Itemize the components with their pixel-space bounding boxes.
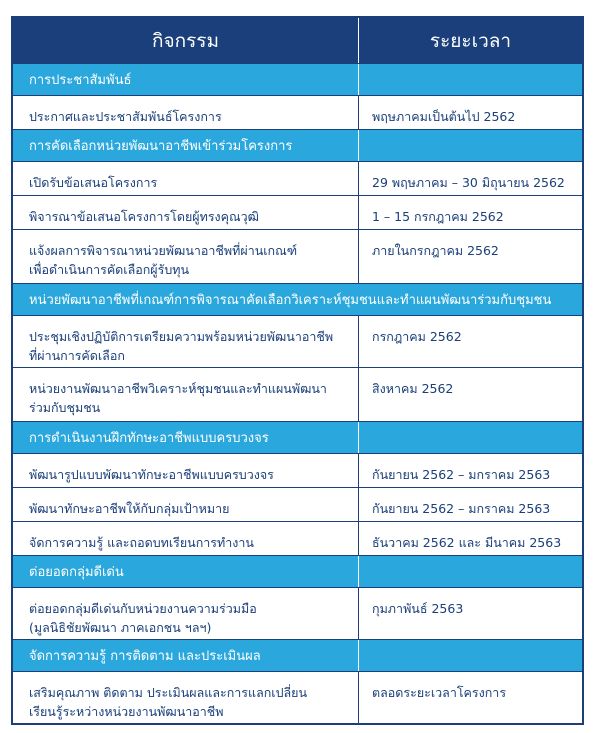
activity-cell: พัฒนารูปแบบพัฒนาทักษะอาชีพแบบครบวงจร [13,454,359,487]
table-row [13,161,582,195]
activity-cell: พัฒนาทักษะอาชีพให้กับกลุ่มเป้าหมาย [13,488,359,521]
table-row [13,453,582,487]
table-row [13,487,582,521]
section-header [13,129,582,161]
activity-line: แจ้งผลการพิจารณาหน่วยพัฒนาอาชีพที่ผ่านเกณฑ์ [29,243,298,258]
table-row [13,229,582,283]
activity-line: ร่วมกับชุมชน [29,400,101,415]
period-cell: พฤษภาคมเป็นต้นไป 2562 [372,109,516,124]
activity-cell: จัดการความรู้ และถอดบทเรียนการทำงาน [13,522,359,555]
activity-cell: พิจารณาข้อเสนอโครงการโดยผู้ทรงคุณวุฒิ [13,196,359,229]
activity-line: ประชุมเชิงปฏิบัติการเตรียมความพร้อมหน่วยพัฒนาอาชีพ [29,329,334,344]
section-title: หน่วยพัฒนาอาชีพที่เกณฑ์การพิจารณาคัดเลือกวิเคราะห์ชุมชนและทำแผนพัฒนาร่วมกับชุมชน [29,293,552,308]
activity-line: ที่ผ่านการคัดเลือก [29,348,125,363]
section-title: การดำเนินงานฝึกทักษะอาชีพแบบครบวงจร [13,422,359,453]
section-header [13,283,582,315]
period-cell: กุมภาพันธ์ 2563 [372,601,464,616]
period-cell: ตลอดระยะเวลาโครงการ [372,685,507,700]
table-row [13,587,582,639]
section-title: จัดการความรู้ การติดตาม และประเมินผล [13,640,359,671]
period-cell: กรกฎาคม 2562 [372,329,462,344]
period-cell: สิงหาคม 2562 [372,381,454,396]
activity-line: ต่อยอดกลุ่มดีเด่นกับหน่วยงานความร่วมมือ [29,601,257,616]
table-row [13,671,582,723]
section-title: การคัดเลือกหน่วยพัฒนาอาชีพเข้าร่วมโครงการ [13,130,359,161]
activity-cell [13,230,359,283]
header-period: ระยะเวลา [429,29,512,52]
section-header [13,63,582,95]
activity-line: เรียนรู้ระหว่างหน่วยงานพัฒนาอาชีพ [29,704,224,719]
period-cell: ธันวาคม 2562 และ มีนาคม 2563 [372,535,562,550]
activity-line: (มูลนิธิชัยพัฒนา ภาคเอกชน ฯลฯ) [29,620,212,635]
activity-line: เพื่อดำเนินการคัดเลือกผู้รับทุน [29,262,190,277]
activity-cell [13,672,359,723]
section-title: การประชาสัมพันธ์ [13,64,359,95]
table-row [13,195,582,229]
period-cell: ภายในกรกฎาคม 2562 [372,243,499,258]
period-cell: 1 – 15 กรกฎาคม 2562 [372,209,504,224]
activity-cell: ประกาศและประชาสัมพันธ์โครงการ [13,96,359,129]
section-title: ต่อยอดกลุ่มดีเด่น [13,556,359,587]
table-row [13,367,582,421]
period-cell: กันยายน 2562 – มกราคม 2563 [372,501,551,516]
table-header [13,18,582,63]
schedule-table [11,16,584,725]
section-header [13,421,582,453]
activity-cell: เปิดรับข้อเสนอโครงการ [13,162,359,195]
activity-cell [13,368,359,421]
activity-cell [13,316,359,367]
header-activity: กิจกรรม [13,18,359,63]
period-cell: 29 พฤษภาคม – 30 มิถุนายน 2562 [372,175,565,190]
activity-line: เสริมคุณภาพ ติดตาม ประเมินผลและการแลกเปลี่ยน [29,685,308,700]
activity-cell [13,588,359,639]
section-header [13,555,582,587]
activity-line: หน่วยงานพัฒนาอาชีพวิเคราะห์ชุมชนและทำแผนพัฒนา [29,381,327,396]
table-row [13,521,582,555]
section-header [13,639,582,671]
period-cell: กันยายน 2562 – มกราคม 2563 [372,467,551,482]
table-row [13,315,582,367]
table-row [13,95,582,129]
